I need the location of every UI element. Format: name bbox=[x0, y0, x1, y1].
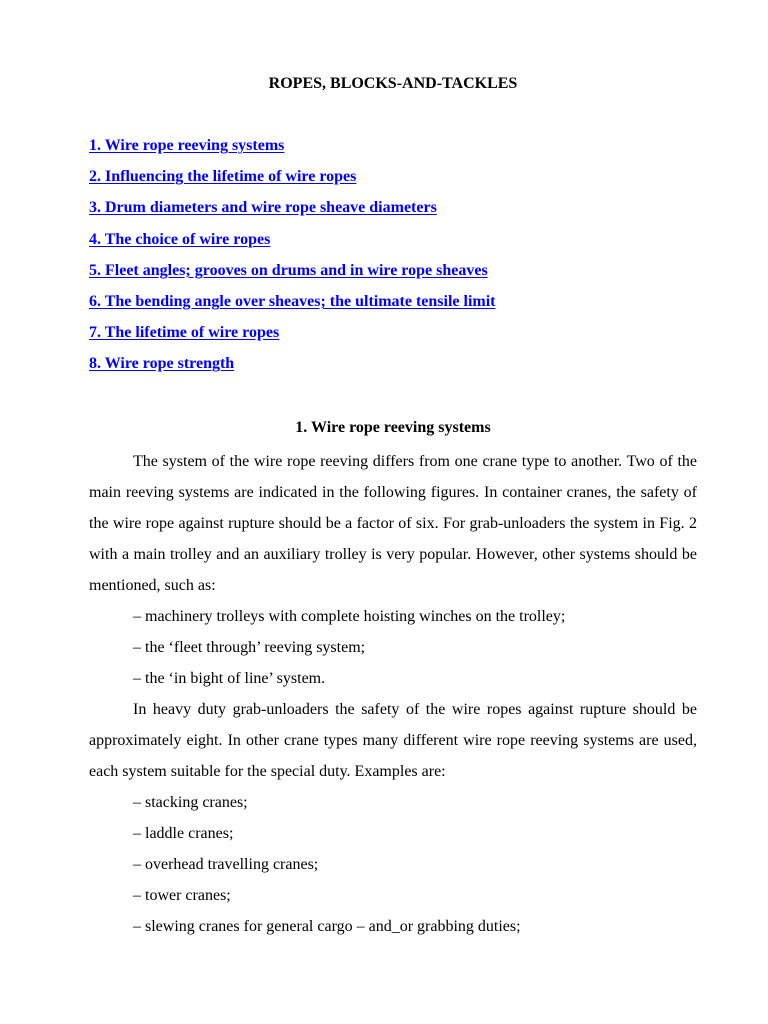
toc-link-drum-diameters[interactable]: 3. Drum diameters and wire rope sheave diameters bbox=[89, 199, 437, 217]
section-heading: 1. Wire rope reeving systems bbox=[295, 419, 491, 436]
body-paragraph: The system of the wire rope reeving differs from one crane type to another. Two of the main reeving systems are indicated in the following figures. In container cranes, the safety of the wire rope against rupture should be a factor of six. For grab-unloaders the system in Fig. 2 with a main trolley and an auxiliary trolley is very popular. However, other systems should be mentioned, such as: bbox=[89, 453, 697, 594]
list-item: – tower cranes; bbox=[133, 887, 231, 904]
toc-item bbox=[89, 230, 697, 261]
list-item: – stacking cranes; bbox=[133, 794, 248, 811]
toc-item bbox=[89, 323, 697, 354]
list-item: – laddle cranes; bbox=[133, 825, 234, 842]
toc-item bbox=[89, 292, 697, 323]
toc-item bbox=[89, 261, 697, 292]
toc-link-choice-of-wire-ropes[interactable]: 4. The choice of wire ropes bbox=[89, 230, 271, 248]
document-title: ROPES, BLOCKS-AND-TACKLES bbox=[268, 75, 518, 92]
list-item: – machinery trolleys with complete hoisting winches on the trolley; bbox=[133, 608, 566, 625]
list-item: – the ‘fleet through’ reeving system; bbox=[133, 639, 366, 656]
table-of-contents bbox=[89, 136, 697, 386]
list-item: – slewing cranes for general cargo – and_or grabbing duties; bbox=[133, 918, 521, 935]
toc-item bbox=[89, 167, 697, 198]
toc-link-wire-rope-strength[interactable]: 8. Wire rope strength bbox=[89, 355, 235, 373]
toc-link-bending-angle[interactable]: 6. The bending angle over sheaves; the ultimate tensile limit bbox=[89, 292, 496, 310]
toc-item bbox=[89, 354, 697, 385]
body-paragraph: In heavy duty grab-unloaders the safety of the wire ropes against rupture should be approximately eight. In other crane types many different wire rope reeving systems are used, each system suitable for the special duty. Examples are: bbox=[89, 701, 697, 780]
toc-link-fleet-angles[interactable]: 5. Fleet angles; grooves on drums and in wire rope sheaves bbox=[89, 261, 488, 279]
list-item: – the ‘in bight of line’ system. bbox=[133, 670, 326, 687]
toc-link-lifetime-of-wire-ropes[interactable]: 7. The lifetime of wire ropes bbox=[89, 324, 280, 342]
toc-link-influencing-lifetime[interactable]: 2. Influencing the lifetime of wire ropes bbox=[89, 168, 357, 186]
toc-item bbox=[89, 198, 697, 229]
toc-item bbox=[89, 136, 697, 167]
toc-link-wire-rope-reeving-systems[interactable]: 1. Wire rope reeving systems bbox=[89, 137, 285, 154]
section-body bbox=[89, 446, 697, 942]
list-item: – overhead travelling cranes; bbox=[133, 856, 319, 873]
